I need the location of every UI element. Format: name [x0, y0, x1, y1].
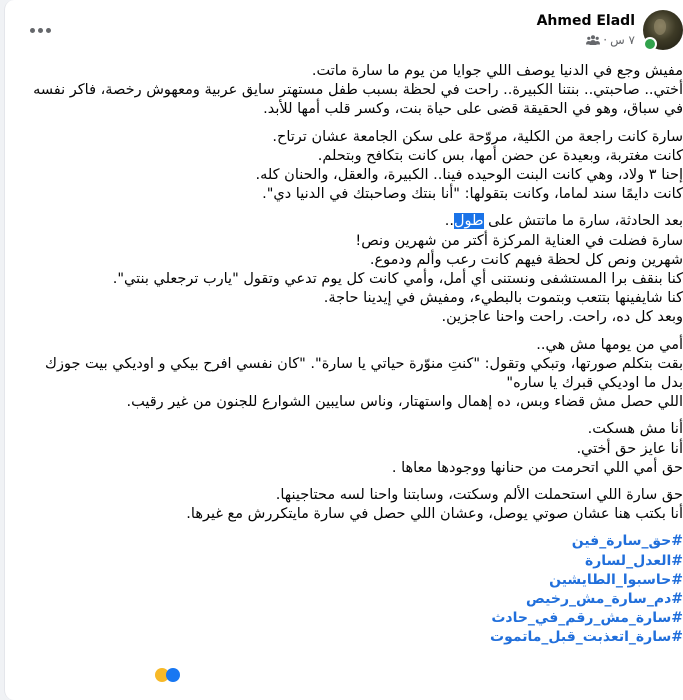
hashtag-list	[23, 532, 683, 647]
post-line: شهرين ونص كل لحظة فيهم كانت رعب وألم ودموع.	[369, 251, 683, 268]
author-name[interactable]: Ahmed Eladl	[536, 13, 635, 29]
post-line: سارة كانت راجعة من الكلية، مروّحة على سكن الجامعة عشان ترتاح.	[272, 128, 683, 145]
post-line: إحنا ٣ ولاد، وهي كانت البنت الوحيده فينا.. الكبيرة، والعقل، والحنان كله.	[255, 167, 683, 184]
timestamp[interactable]: ٧ س	[610, 33, 635, 47]
post-line: أختي.. صاحبتي.. بنتنا الكبيرة.. راحت في لحظة بسبب طفل مستهتر سايق عربية ومعهوش رخصة، فاكر نفسه في سباق، وهو في الحقيقة قضى على حياة بنت، وكسر قلب أمها للأبد.	[33, 82, 683, 118]
paragraph	[23, 62, 683, 120]
post-line: وبعد كل ده، راحت. راحت واحنا عاجزين.	[441, 309, 683, 326]
paragraph	[23, 128, 683, 205]
like-reaction-icon	[166, 668, 180, 682]
post-line: كانت دايمًا سند لماما، وكانت بتقولها: "أنا بنتك وصاحبتك في الدنيا دي".	[262, 186, 683, 203]
post-line-text: بعد الحادثة، سارة ما ماتتش على	[483, 213, 683, 230]
avatar-image	[654, 19, 666, 35]
post-header	[537, 8, 683, 52]
hashtag-link[interactable]: #سارة_مش_رقم_في_حادث	[491, 610, 683, 627]
post-line: أنا عايز حق أختي.	[576, 440, 683, 457]
paragraph	[23, 336, 683, 413]
post-line: اللي حصل مش قضاء وبس، ده إهمال واستهتار، وناس سايبين الشوارع للجنون من غير رقيب.	[126, 394, 683, 411]
hashtag-link[interactable]: #العدل_لسارة	[584, 552, 683, 569]
post-line: أمي من يومها مش هي..	[536, 336, 683, 353]
post-line: كنا شايفينها بتتعب وبتموت بالبطيء، ومفيش في إيدينا حاجة.	[323, 290, 683, 307]
paragraph	[23, 212, 683, 327]
more-dot	[46, 28, 51, 33]
more-dot	[38, 28, 43, 33]
hashtag-link[interactable]: #حاسبوا_الطايشين	[549, 571, 683, 588]
hashtag-link[interactable]: #حق_سارة_فين	[571, 533, 683, 550]
post-line-with-selection	[23, 212, 683, 231]
paragraph	[23, 420, 683, 478]
more-horizontal-icon	[30, 28, 35, 33]
post-line: أنا بكتب هنا عشان صوتي يوصل، وعشان اللي حصل في سارة مايتكررش مع غيرها.	[186, 506, 683, 523]
post-body	[23, 62, 683, 648]
post-line: سارة فضلت في العناية المركزة أكتر من شهرين ونص!	[355, 232, 683, 249]
post-line: كانت مغتربة، وبعيدة عن حضن أمها، بس كانت بتكافح وبتحلم.	[317, 147, 683, 164]
friends-icon[interactable]	[586, 35, 600, 45]
post-line: أنا مش هسكت.	[587, 421, 683, 438]
paragraph	[23, 486, 683, 524]
post-line: مفيش وجع في الدنيا يوصف اللي جوايا من يوم ما سارة ماتت.	[311, 63, 683, 79]
post-line: حق سارة اللي استحملت الألم وسكتت، وسابتنا واحنا لسه محتاجينها.	[275, 487, 683, 504]
post-line-text: ..	[444, 213, 454, 230]
hashtag-link[interactable]: #سارة_اتعذبت_قبل_ماتموت	[490, 629, 683, 646]
post-meta	[537, 12, 635, 48]
separator: ·	[603, 33, 608, 47]
reaction-summary[interactable]	[155, 668, 180, 682]
post-line: حق أمي اللي اتحرمت من حنانها ووجودها معاها .	[391, 459, 683, 476]
hashtag-link[interactable]: #دم_سارة_مش_رخيص	[526, 591, 683, 608]
selected-text[interactable]: طول	[453, 213, 484, 230]
post-line: كنا بنقف برا المستشفى ونستنى أي أمل، وأمي كانت كل يوم تدعي وتقول "يارب ترجعلي بنتي".	[112, 271, 683, 288]
post-card	[4, 0, 683, 700]
post-line: بقت بتكلم صورتها، وتبكي وتقول: "كنتِ منوّرة حياتي يا سارة". "كان نفسي افرح بيكي و اوديكي بيت جوزك بدل ما اوديكي قبرك يا ساره"	[45, 355, 683, 392]
post-subline	[586, 32, 635, 48]
avatar[interactable]	[643, 10, 683, 50]
online-status-icon	[643, 37, 657, 51]
post-options-button[interactable]	[27, 18, 53, 42]
